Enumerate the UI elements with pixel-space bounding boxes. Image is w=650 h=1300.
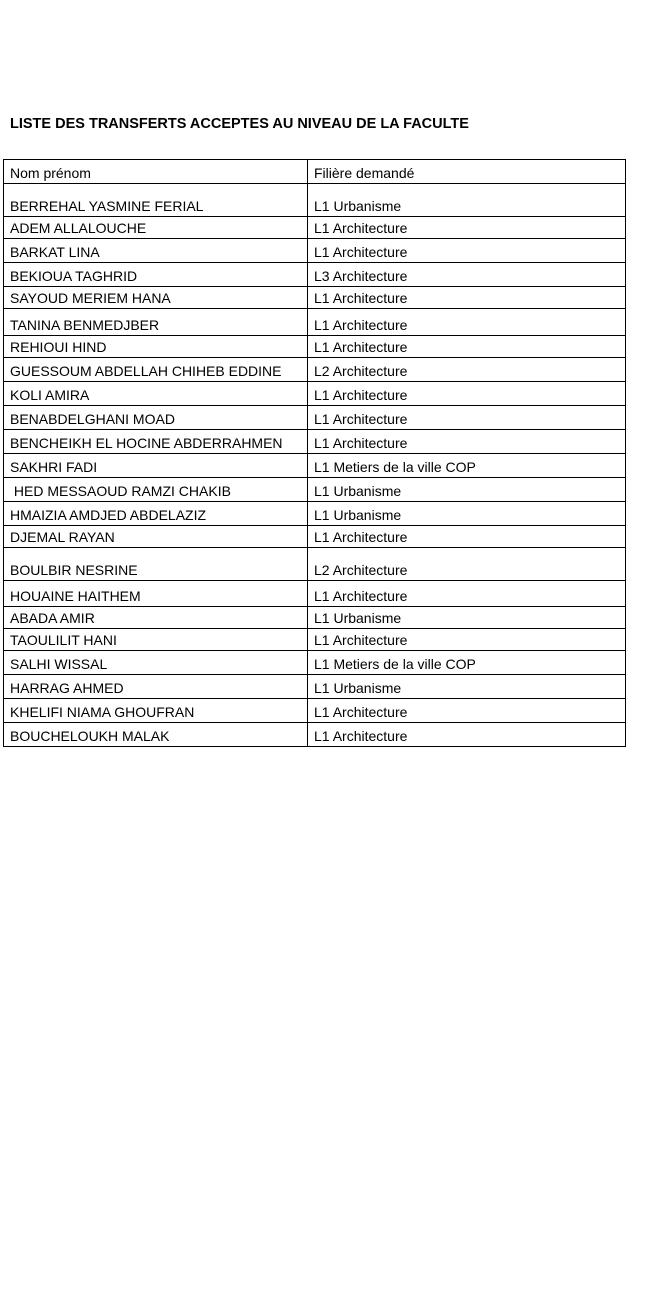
cell-filiere: L1 Architecture	[308, 287, 626, 309]
table-row	[4, 382, 626, 406]
table-row	[4, 548, 626, 581]
cell-filiere: L3 Architecture	[308, 263, 626, 287]
cell-filiere: L1 Architecture	[308, 309, 626, 336]
cell-filiere: L1 Urbanisme	[308, 675, 626, 699]
cell-name: REHIOUI HIND	[4, 336, 308, 358]
cell-name: KOLI AMIRA	[4, 382, 308, 406]
table-row	[4, 309, 626, 336]
cell-filiere: L1 Architecture	[308, 217, 626, 239]
cell-name: BENCHEIKH EL HOCINE ABDERRAHMEN	[4, 430, 308, 454]
table-row	[4, 358, 626, 382]
cell-name: DJEMAL RAYAN	[4, 526, 308, 548]
cell-filiere: L1 Architecture	[308, 699, 626, 723]
cell-filiere: L1 Architecture	[308, 406, 626, 430]
cell-name: TANINA BENMEDJBER	[4, 309, 308, 336]
cell-name: SALHI WISSAL	[4, 651, 308, 675]
table-row	[4, 454, 626, 478]
table-row	[4, 723, 626, 747]
cell-name: HED MESSAOUD RAMZI CHAKIB	[4, 478, 308, 502]
table-row	[4, 607, 626, 629]
table-row	[4, 629, 626, 651]
cell-name: BERREHAL YASMINE FERIAL	[4, 184, 308, 217]
table-row	[4, 217, 626, 239]
header-name: Nom prénom	[4, 160, 308, 184]
cell-name: BOUCHELOUKH MALAK	[4, 723, 308, 747]
cell-filiere: L1 Architecture	[308, 336, 626, 358]
cell-filiere: L2 Architecture	[308, 358, 626, 382]
cell-name: ADEM ALLALOUCHE	[4, 217, 308, 239]
table-row	[4, 184, 626, 217]
cell-name: GUESSOUM ABDELLAH CHIHEB EDDINE	[4, 358, 308, 382]
cell-filiere: L1 Urbanisme	[308, 607, 626, 629]
table-row	[4, 502, 626, 526]
table-row	[4, 430, 626, 454]
cell-name: KHELIFI NIAMA GHOUFRAN	[4, 699, 308, 723]
cell-filiere: L1 Urbanisme	[308, 184, 626, 217]
cell-filiere: L1 Metiers de la ville COP	[308, 651, 626, 675]
table-row	[4, 239, 626, 263]
cell-filiere: L1 Urbanisme	[308, 502, 626, 526]
cell-filiere: L1 Architecture	[308, 581, 626, 607]
cell-name: SAYOUD MERIEM HANA	[4, 287, 308, 309]
cell-filiere: L2 Architecture	[308, 548, 626, 581]
table-row	[4, 675, 626, 699]
table-header-row	[4, 160, 626, 184]
header-filiere: Filière demandé	[308, 160, 626, 184]
cell-name: BARKAT LINA	[4, 239, 308, 263]
cell-filiere: L1 Architecture	[308, 526, 626, 548]
cell-name: ABADA AMIR	[4, 607, 308, 629]
cell-filiere: L1 Architecture	[308, 723, 626, 747]
page-title: LISTE DES TRANSFERTS ACCEPTES AU NIVEAU DE LA FACULTE	[10, 116, 469, 132]
cell-name: SAKHRI FADI	[4, 454, 308, 478]
cell-name: TAOULILIT HANI	[4, 629, 308, 651]
table-row	[4, 263, 626, 287]
cell-filiere: L1 Metiers de la ville COP	[308, 454, 626, 478]
cell-name: HARRAG AHMED	[4, 675, 308, 699]
cell-name: HMAIZIA AMDJED ABDELAZIZ	[4, 502, 308, 526]
cell-name: BEKIOUA TAGHRID	[4, 263, 308, 287]
cell-filiere: L1 Architecture	[308, 430, 626, 454]
table-row	[4, 526, 626, 548]
table-row	[4, 287, 626, 309]
table-row	[4, 336, 626, 358]
cell-filiere: L1 Urbanisme	[308, 478, 626, 502]
cell-name: BENABDELGHANI MOAD	[4, 406, 308, 430]
cell-filiere: L1 Architecture	[308, 239, 626, 263]
table-row	[4, 651, 626, 675]
cell-name: HOUAINE HAITHEM	[4, 581, 308, 607]
cell-filiere: L1 Architecture	[308, 629, 626, 651]
table-row	[4, 699, 626, 723]
cell-name: BOULBIR NESRINE	[4, 548, 308, 581]
cell-filiere: L1 Architecture	[308, 382, 626, 406]
table-row	[4, 406, 626, 430]
transfer-table	[3, 159, 626, 747]
table-row	[4, 581, 626, 607]
table-row	[4, 478, 626, 502]
